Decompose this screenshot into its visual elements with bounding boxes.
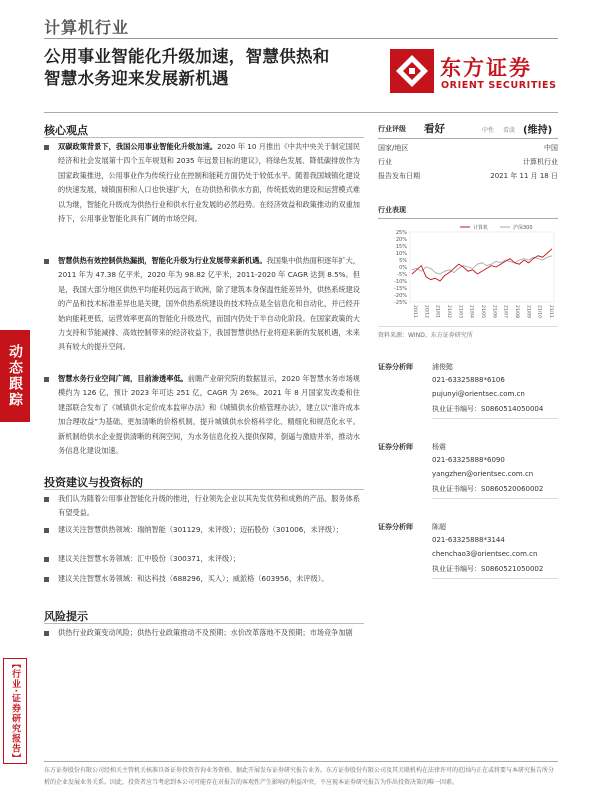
analyst-role: 证券分析师	[378, 443, 413, 451]
y-tick-label: 10%	[395, 251, 407, 257]
x-tick-label: 21/09	[525, 305, 531, 318]
analyst-cert: 执业证书编号：S0860521050002	[432, 565, 544, 573]
info-key: 报告发布日期	[378, 172, 420, 180]
section-core-divider	[44, 137, 364, 138]
chart-bottom-divider	[378, 326, 558, 327]
analyst-phone: 021-63325888*3144	[432, 536, 505, 544]
info-key: 行业	[378, 158, 392, 166]
info-value: 中国	[544, 144, 558, 152]
bullet-icon	[44, 259, 49, 264]
y-tick-label: 20%	[395, 237, 407, 243]
top-divider	[44, 38, 558, 39]
analyst-cert: 执业证书编号：S0860520060002	[432, 485, 544, 493]
rating-keep: (维持)	[523, 125, 553, 136]
report-title-line-2: 智慧水务迎来发展新机遇	[44, 69, 229, 88]
x-tick-label: 21/02	[446, 305, 451, 318]
x-tick-label: 21/04	[468, 305, 474, 318]
analyst-divider	[432, 418, 558, 419]
advice-point-1: 我们认为随着公用事业智能化升级的推进，行业领先企业以其先发优势和成熟的产品、服务体系有望受益。	[58, 494, 360, 518]
section-core-heading: 核心观点	[44, 124, 88, 137]
analyst-name: 浦俊懿	[432, 363, 453, 371]
section-advice-divider	[44, 489, 364, 490]
rating-divider	[378, 138, 558, 139]
industry-performance-chart	[378, 222, 558, 322]
analyst-name: 杨震	[432, 443, 446, 451]
section-advice-heading: 投资建议与投资标的	[44, 476, 143, 489]
info-value: 2021 年 11 月 18 日	[490, 172, 558, 180]
footer-divider	[44, 761, 558, 762]
analyst-email: pujunyi@orientsec.com.cn	[432, 390, 525, 398]
core-point-1	[58, 140, 360, 226]
core-point-1-body: 2020 年 10 月推出《中共中央关于制定国民经济和社会发展第十四个五年规划和 2035 年远景目标的建议》，将绿色发展、降低碳排放作为国家政策推进，公用事业作为传统行业在控制和能耗方面仍处于较低水平。随着我国城镇化建设的快速发展，城镇面积和人口也快速扩大，在功供热和供水方面，传统低效的建设和运营模式难以为继，智能化升级成为供热行业和供水行业发展的必然趋势。在经济效益和政策推动的双重加持下，公用事业智能化具有广阔的市场空间。	[58, 142, 360, 224]
bullet-icon	[44, 577, 49, 582]
core-point-1-lead: 双碳政策背景下，我国公用事业智能化升级加速。	[58, 142, 218, 151]
rating-sell: 看淡	[503, 127, 516, 134]
chart-plot-frame	[410, 232, 554, 302]
bullet-icon	[44, 497, 49, 502]
rating-label: 行业评级	[378, 125, 406, 133]
core-point-2-body: 我国集中供热面积逐年扩大，2011 年为 47.38 亿平米，2020 年为 98.82 亿平米，2011-2020 年 CAGR 达到 8.5%。但是，我国大部分地区供热平均能耗仍远高于欧洲，除了建筑本身保温性能差异外，供热系统建设的产品和技术标准差异也是关键，国外供热系统建设的技术特点是全信息化和自动化，并已经开始向能耗更低、运营效率更高的智能化升级迭代，而国内仍处于半自动化阶段。在国家政策的大力支持和节能减排、高效控制带来的经济收益下，我国智慧供热行业将迎来新的发展机遇，未来具有较大的提升空间。	[58, 256, 360, 352]
y-tick-label: 15%	[395, 244, 407, 250]
sidebar-report-type: 动态跟踪	[0, 330, 30, 422]
chart-source: 资料来源：WIND、东方证券研究所	[378, 332, 473, 339]
x-tick-label: 21/03	[457, 305, 463, 318]
x-tick-label: 21/08	[514, 305, 519, 318]
x-tick-label: 20/11	[412, 305, 417, 318]
core-point-3-body: 前瞻产业研究院的数据显示，2020 年智慧水务市场规模约为 126 亿，预计 2023 年可达 251 亿，CAGR 为 26%。2021 年 8 月国家发改委和住建部联合发布了《城镇供水定价成本监审办法》和《城镇供水价格管理办法》，建立以“准许成本加合理收益”为基础、更加清晰的价格机制，提升城镇供水价格科学化、精细化和规范化水平。新机制给供水企业提供清晰的利润空间，为水务信息化投入提供保障，倒逼与激励并举，推动水务信息化建设加速。	[58, 374, 361, 456]
y-tick-label: 0%	[399, 265, 407, 271]
x-tick-label: 20/12	[423, 305, 429, 318]
series-line-computer	[412, 249, 552, 281]
sidebar-report-tag: 【行业·证券研究报告】	[3, 658, 27, 764]
analyst-divider	[432, 498, 558, 499]
logo-en-text: ORIENT SECURITIES	[441, 80, 557, 91]
y-tick-label: -20%	[394, 293, 407, 299]
core-point-3-lead: 智慧水务行业空间广阔，目前渗透率低。	[58, 374, 188, 383]
header-divider	[44, 112, 558, 113]
rating-value: 看好	[424, 123, 445, 135]
legend-label-computer: 计算机	[473, 225, 489, 231]
info-value: 计算机行业	[523, 158, 558, 166]
legend-label-hs300: 沪深300	[513, 225, 533, 231]
x-tick-label: 21/05	[480, 305, 485, 318]
bullet-icon	[44, 557, 49, 562]
logo-cn-text: 东方证券	[440, 56, 532, 80]
section-risk-heading: 风险提示	[44, 610, 88, 623]
advice-point-3: 建议关注智慧水务领域：汇中股份（300371，未评级）；	[58, 554, 240, 563]
x-tick-label: 21/10	[536, 305, 542, 318]
x-tick-label: 21/01	[434, 305, 440, 318]
analyst-role: 证券分析师	[378, 363, 413, 371]
y-tick-label: 5%	[399, 258, 407, 264]
info-key: 国家/地区	[378, 144, 409, 152]
footer-disclaimer: 东方证券股份有限公司经相关主管机关核准具备证券投资咨询业务资格，据此开展发布证券研究报告业务。东方证券股份有限公司及其关联机构在法律许可的范围内正在或将要与本研究报告所分析的企业发展业务关系。因此，投资者应当考虑到本公司可能存在对报告的客观性产生影响的利益冲突，不应视本证券研究报告为作出投资决策的唯一因素。	[44, 767, 555, 786]
bullet-icon	[44, 145, 49, 150]
orient-logo-icon	[390, 49, 434, 93]
analyst-phone: 021-63325888*6090	[432, 456, 505, 464]
section-risk-divider	[44, 623, 364, 624]
analyst-phone: 021-63325888*6106	[432, 376, 505, 384]
analyst-cert: 执业证书编号：S0860514050004	[432, 405, 544, 413]
y-tick-label: -25%	[394, 300, 407, 306]
advice-point-2: 建议关注智慧供热领域：瑞纳智能（301129，未评级）；迈拓股份（301006，未评级）；	[58, 525, 343, 534]
x-tick-label: 21/11	[548, 305, 553, 318]
bullet-icon	[44, 631, 49, 636]
analyst-divider	[432, 578, 558, 579]
y-tick-label: 25%	[395, 230, 407, 236]
core-point-3	[58, 372, 360, 458]
rating-mid: 中性	[482, 127, 495, 134]
core-point-2	[58, 254, 360, 355]
analyst-email: chenchao3@orientsec.com.cn	[432, 550, 538, 558]
x-tick-label: 21/07	[502, 305, 508, 318]
y-tick-label: -5%	[397, 272, 407, 278]
core-point-2-lead: 智慧供热有效控制供热漏损，智能化升级为行业发展带来新机遇。	[58, 256, 267, 265]
chart-title: 行业表现	[378, 206, 406, 214]
report-title-line-1: 公用事业智能化升级加速，智慧供热和	[44, 47, 330, 66]
bullet-icon	[44, 528, 49, 533]
risk-text: 供热行业政策变动风险；供热行业政策推动不及预期；水价改革落地不及预期；市场竞争加剧	[58, 628, 353, 637]
x-tick-label: 21/06	[491, 305, 497, 318]
analyst-role: 证券分析师	[378, 523, 413, 531]
bullet-icon	[44, 377, 49, 382]
y-tick-label: -10%	[394, 279, 407, 285]
advice-point-4: 建议关注智慧水务领域：和达科技（688296，买入）；威派格（603956，未评级）。	[58, 574, 329, 583]
y-tick-label: -15%	[394, 286, 407, 292]
analyst-name: 陈超	[432, 523, 446, 531]
chart-divider	[378, 218, 558, 219]
analyst-email: yangzhen@orientsec.com.cn	[432, 470, 534, 478]
industry-label: 计算机行业	[44, 18, 130, 37]
